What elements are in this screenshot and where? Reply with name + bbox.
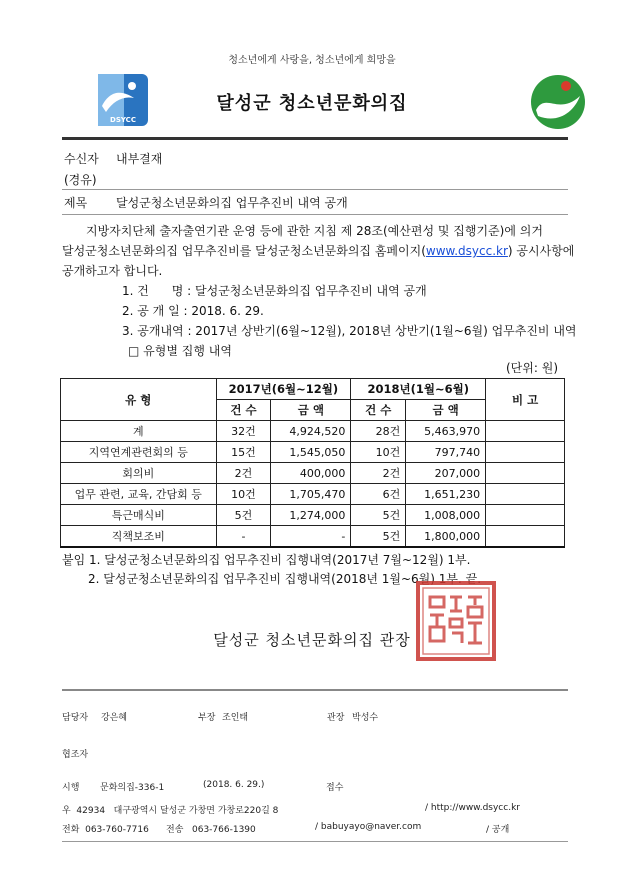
intro-line-1: 지방자치단체 출자출연기관 운영 등에 관한 지침 제 28조(예산편성 및 집행기준)에 의거 — [86, 224, 543, 238]
attachment-2: 2. 달성군청소년문화의집 업무추진비 집행내역(2018년 1월~6월) 1부. 끝. — [88, 572, 482, 586]
disclosure-status: / 공개 — [486, 825, 510, 835]
intro-line-2: 달성군청소년문화의집 업무추진비를 달성군청소년문화의집 홈페이지(www.dsycc.kr) 공시사항에 — [62, 244, 575, 258]
sub-item: □ 유형별 집행 내역 — [128, 344, 232, 358]
attachment-1: 붙임 1. 달성군청소년문화의집 업무추진비 집행내역(2017년 7월~12월) 1부. — [62, 553, 471, 567]
homepage-link[interactable]: www.dsycc.kr — [425, 244, 508, 258]
address: 우 42934 대구광역시 달성군 가창면 가창로220길 8 — [62, 806, 279, 816]
list-item: 3. 공개내역 : 2017년 상반기(6월~12월), 2018년 상반기(1월~6월) 업무추진비 내역 — [122, 324, 577, 338]
logo-text: DSYCC — [110, 116, 136, 124]
drafter-label: 담당자 — [62, 713, 89, 723]
table-row: 회의비 2건 400,000 2건 207,000 — [61, 463, 565, 484]
receipt-label: 접수 — [326, 783, 344, 793]
execution-number: 문화의집-336-1 — [100, 783, 165, 793]
via-label: (경유) — [64, 173, 97, 187]
divider — [62, 214, 568, 215]
drafter-name: 강은혜 — [101, 713, 128, 723]
header-type: 유 형 — [61, 379, 217, 421]
homepage-url[interactable]: / http://www.dsycc.kr — [425, 803, 520, 813]
expense-table — [60, 378, 565, 548]
footer-bottom-line — [62, 841, 568, 842]
execution-date: (2018. 6. 29.) — [203, 780, 265, 790]
official-seal-stamp — [414, 579, 498, 663]
director-label: 관장 — [327, 713, 345, 723]
table-row: 특근매식비 5건 1,274,000 5건 1,008,000 — [61, 505, 565, 526]
recipient-value: 내부결재 — [116, 152, 163, 166]
footer-divider — [62, 689, 568, 691]
director-name: 박성수 — [352, 713, 379, 723]
subject-value: 달성군청소년문화의집 업무추진비 내역 공개 — [116, 196, 348, 210]
header-divider — [62, 137, 568, 140]
execution-label: 시행 — [62, 783, 80, 793]
phone-fax: 전화 063-760-7716 전송 063-766-1390 — [62, 825, 256, 835]
header-count: 건 수 — [351, 400, 406, 421]
manager-label: 부장 — [198, 713, 216, 723]
table-row: 업무 관련, 교육, 간담회 등 10건 1,705,470 6건 1,651,230 — [61, 484, 565, 505]
intro-line-3: 공개하고자 합니다. — [62, 264, 163, 278]
header-period-2018: 2018년(1월~6월) — [351, 379, 486, 400]
cooperator-label: 협조자 — [62, 750, 89, 760]
daseong-county-logo — [528, 70, 588, 134]
unit-label: (단위: 원) — [506, 361, 558, 375]
recipient-label: 수신자 — [64, 152, 99, 166]
list-item: 1. 건 명 : 달성군청소년문화의집 업무추진비 내역 공개 — [122, 284, 427, 298]
table-row: 직책보조비 - - 5건 1,800,000 — [61, 526, 565, 548]
header-count: 건 수 — [216, 400, 271, 421]
table-row: 계 32건 4,924,520 28건 5,463,970 — [61, 421, 565, 442]
table-row: 지역연계관련회의 등 15건 1,545,050 10건 797,740 — [61, 442, 565, 463]
signer: 달성군 청소년문화의집 관장 — [213, 631, 411, 649]
header-period-2017: 2017년(6월~12월) — [216, 379, 351, 400]
header-amount: 금 액 — [271, 400, 351, 421]
list-item: 2. 공 개 일 : 2018. 6. 29. — [122, 304, 264, 318]
header-amount: 금 액 — [406, 400, 486, 421]
subject-label: 제목 — [64, 196, 88, 210]
organization-title: 달성군 청소년문화의집 — [216, 93, 408, 114]
divider — [62, 189, 568, 190]
manager-name: 조인태 — [222, 713, 249, 723]
header-note: 비 고 — [486, 379, 565, 421]
slogan: 청소년에게 사랑을, 청소년에게 희망을 — [228, 55, 396, 66]
email[interactable]: / babuyayo@naver.com — [315, 822, 422, 832]
